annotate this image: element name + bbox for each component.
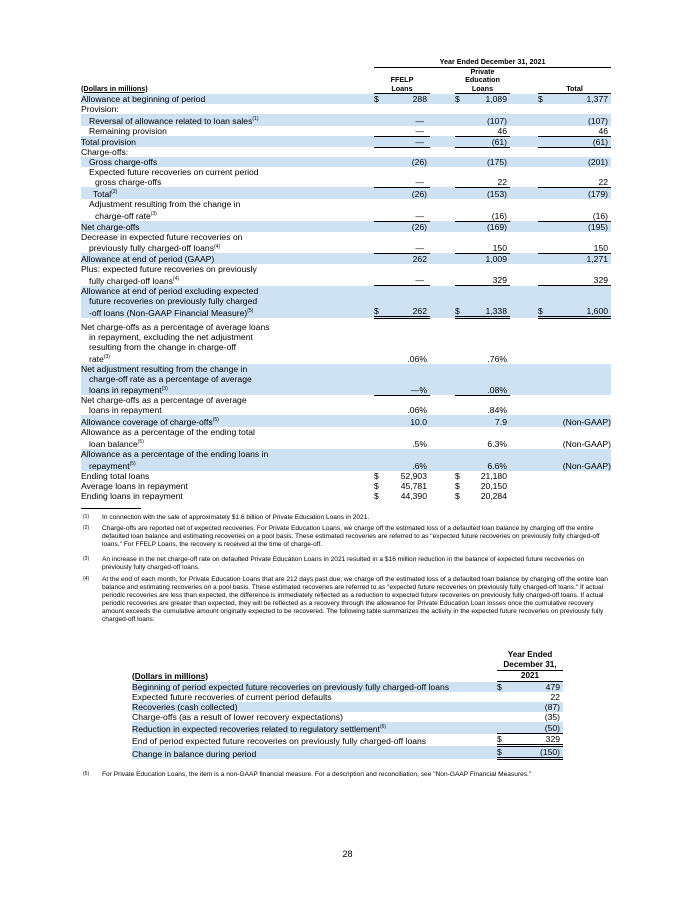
table-row: Allowance as a percentage of the ending total loan balance$^{(5)}$ .5% 6.3% (Non-GAAP) <box>81 427 612 450</box>
table-row: Recoveries (cash collected) (87) <box>132 702 563 712</box>
footnote-2: (2) Charge-offs are reported net of expected recoveries. For Private Education Loans, we charge off the estimated loss of a defaulted loan balance by charging off the entire defaulted loan balance and estimating recoveries on a pool basis. These estimated recoveries are referred to as "expected future recoveries on previously fully charged-off loans." For FFELP Loans, the recovery is received at the time of charge-off. <box>83 525 600 548</box>
table-row: Provision: <box>81 104 119 114</box>
footnote-1: (1) In connection with the sale of approximately $1.6 billion of Private Education Loans in 2021. <box>83 514 370 521</box>
table-row: End of period expected future recoveries on previously fully charged-off loans $ 329 <box>132 734 563 746</box>
table-row: Allowance at beginning of period $ 288 $ 1,089 $ 1,377 <box>81 94 611 105</box>
allowance-table <box>81 58 611 501</box>
col-ffelp-header: FFELP Loans <box>374 67 430 94</box>
table-row: Average loans in repayment $ 45,781 $ 20,150 <box>81 480 507 491</box>
table-row: Reduction in expected recoveries related to regulatory settlement$^{(6)}$ (50) <box>132 722 563 734</box>
table-row: Decrease in expected future recoveries on previously fully charged-off loans$^{(4)}$ — 150 150 <box>81 232 611 254</box>
table-row: Charge-offs: <box>81 147 129 158</box>
table-row: Allowance at end of period excluding expected future recoveries on previously fully charged -off loans (Non-GAAP Financial Measure)$^{(5)}$ $ 262 $ 1,338 $ 1,600 <box>81 286 611 318</box>
table-row: Net charge-offs (26) (169) (195) <box>81 221 611 232</box>
recoveries-header-a: Year Ended <box>507 650 553 659</box>
table-row: Net charge-offs as a percentage of average loans in repayment, excluding the net adjustment resulting from the change in charge-off rate$^{(3)}$ .06% .76% <box>81 321 507 364</box>
recoveries-header-b: December 31, <box>497 660 563 671</box>
table-row: Net adjustment resulting from the change in charge-off rate as a percentage of average loans in repayment$^{(3)}$ —% .08% <box>81 364 611 396</box>
table-row: Allowance at end of period (GAAP) 262 1,009 1,271 <box>81 253 611 264</box>
recoveries-dollars-label: (Dollars in millions) <box>132 671 208 681</box>
table-row: Plus: expected future recoveries on previously fully charged-off loans$^{(4)}$ — 329 329 <box>81 264 611 286</box>
table-row: Net charge-offs as a percentage of average loans in repayment .06% .84% <box>81 395 507 416</box>
recoveries-header-c: 2021 <box>497 671 563 682</box>
table-row: Total$^{(2)}$ (26) (153) (179) <box>81 187 611 199</box>
footnote-4: (4) At the end of each month, for Private Education Loans that are 212 days past due, we charge off the estimated loss of a defaulted loan balance by charging off the entire loan balance and estimating recoveries on a pool basis. These estimated recoveries are referred to as "expected future recoveries on previously fully charged-off loans." If actual periodic recoveries are less than expected, the difference is immediately reflected as a reduction to expected future recoveries on previously fully charged-off loans. If actual periodic recoveries are greater than expected, they will be reflected as a recovery through the allowance for Private Education Loan losses once the cumulative recovery amount exceeds the cumulative amount originally expected to be recovered. The following table summarizes the activity in the expected future recoveries on previously fully charged-off loans: <box>83 576 608 623</box>
table-row: Charge-offs (as a result of lower recovery expectations) (35) <box>132 712 561 722</box>
header-row-year <box>81 58 611 67</box>
table-row: Total provision — (61) (61) <box>81 136 611 147</box>
table-row: Change in balance during period $ (150) <box>132 746 563 759</box>
table-row: Allowance as a percentage of the ending loans in repayment$^{(5)}$ .6% 6.6% (Non-GAAP) <box>81 449 612 471</box>
header-row-cols <box>81 67 611 94</box>
table-row: Remaining provision — 46 46 <box>81 126 611 137</box>
table-row: Beginning of period expected future recoveries on previously fully charged-off loans $ 479 <box>132 682 563 693</box>
table-row: Reversal of allowance related to loan sales$^{(1)}$ — (107) (107) <box>81 114 611 126</box>
footnote-5: (5) For Private Education Loans, the item is a non-GAAP financial measure. For a description and reconciliation, see "Non-GAAP Financial Measures." <box>83 771 532 778</box>
table-row: Ending loans in repayment $ 44,390 $ 20,284 <box>81 490 507 501</box>
footnote-divider <box>81 508 141 509</box>
recoveries-table <box>132 650 563 760</box>
table-row: Expected future recoveries on current period gross charge-offs — 22 22 <box>81 167 611 187</box>
table-row: Ending total loans $ 52,903 $ 21,180 <box>81 470 507 481</box>
table-row: Gross charge-offs (26) (175) (201) <box>81 157 611 167</box>
page-number: 28 <box>342 849 353 859</box>
footnote-3: (3) An increase in the net charge-off rate on defaulted Private Education Loans in 2021 resulted in a $16 million reduction in the balance of expected future recoveries on previously fully charged-off loans. <box>83 556 585 571</box>
table-row: Expected future recoveries of current period defaults 22 <box>132 692 561 702</box>
table-row: Adjustment resulting from the change in charge-off rate$^{(3)}$ — (16) (16) <box>81 199 611 221</box>
col-total-header: Total <box>538 67 611 94</box>
table-row: Allowance coverage of charge-offs$^{(5)}$ 10.0 7.9 (Non-GAAP) <box>81 417 612 428</box>
dollars-label: (Dollars in millions) <box>81 83 148 93</box>
col-private-header: Private Education Loans <box>455 67 510 94</box>
header-year: Year Ended December 31, 2021 <box>374 58 611 67</box>
